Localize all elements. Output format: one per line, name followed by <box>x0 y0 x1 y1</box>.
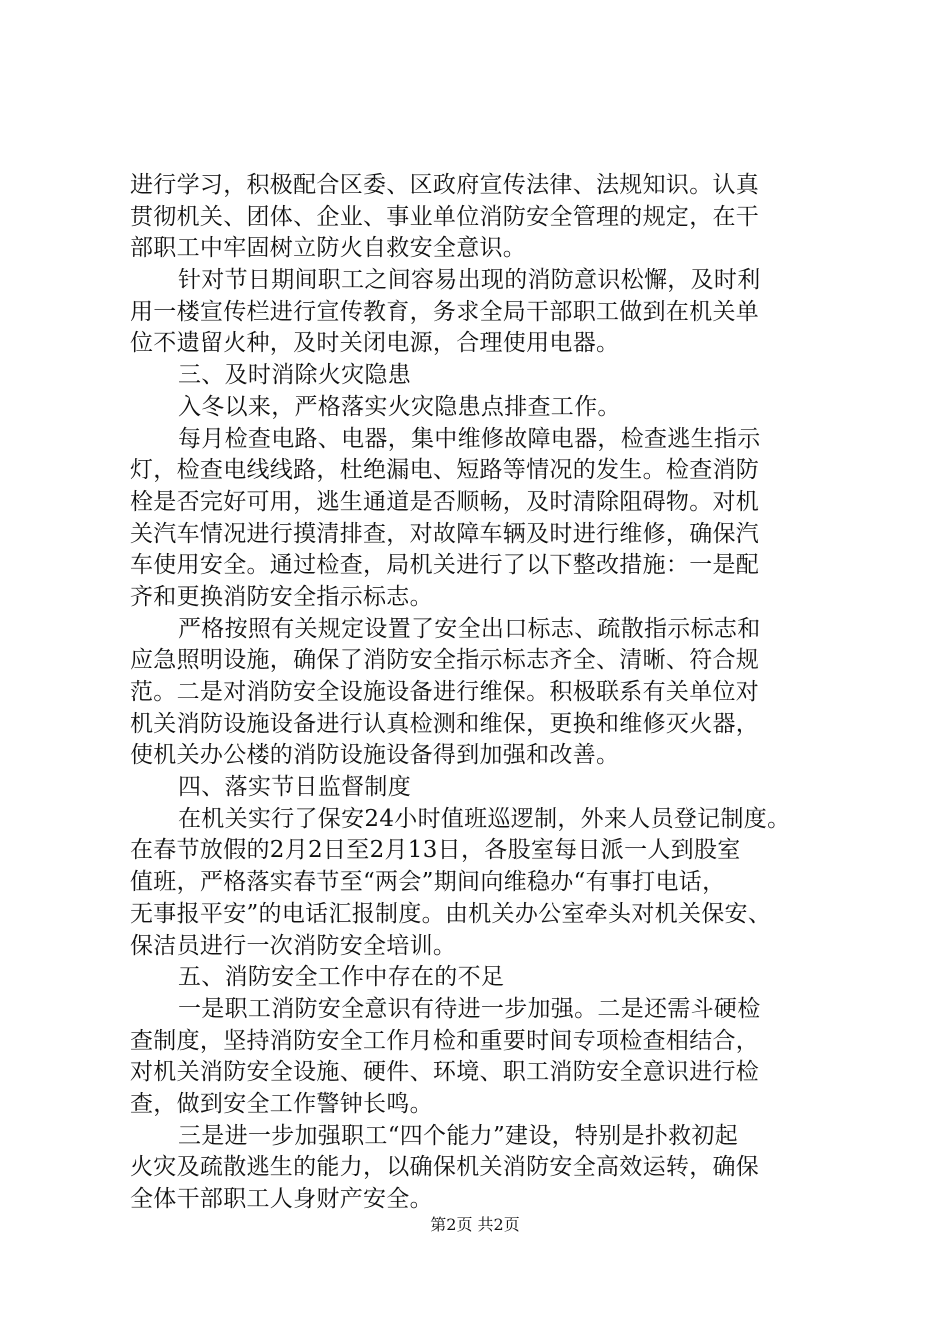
text-line: 车使用安全。通过检查，局机关进行了以下整改措施：一是配 <box>130 552 760 579</box>
text-line: 进行学习，积极配合区委、区政府宣传法律、法规知识。认真 <box>130 172 760 198</box>
text-line: 位不遗留火种，及时关闭电源，合理使用电器。 <box>130 330 620 357</box>
text-line: 用一楼宣传栏进行宣传教育，务求全局干部职工做到在机关单 <box>130 298 760 325</box>
text-line: 严格按照有关规定设置了安全出口标志、疏散指示标志和 <box>178 615 761 642</box>
text-line: 关汽车情况进行摸清排查，对故障车辆及时进行维修，确保汽 <box>130 520 760 547</box>
text-line: 栓是否完好可用，逃生通道是否顺畅，及时清除阻碍物。对机 <box>130 488 760 515</box>
text-line: 无事报平安”的电话汇报制度。由机关办公室牵头对机关保安、 <box>130 900 772 927</box>
text-line: 火灾及疏散逃生的能力，以确保机关消防安全高效运转，确保 <box>130 1154 760 1181</box>
text-line: 在春节放假的2月2日至2月13日，各股室每日派一人到股室 <box>130 837 741 864</box>
text-line: 一是职工消防安全意识有待进一步加强。二是还需斗硬检 <box>178 995 761 1022</box>
text-line: 查，做到安全工作警钟长鸣。 <box>130 1090 433 1117</box>
text-line: 灯，检查电线线路，杜绝漏电、短路等情况的发生。检查消防 <box>130 457 760 484</box>
text-line: 保洁员进行一次消防安全培训。 <box>130 932 457 959</box>
text-line: 值班，严格落实春节至“两会”期间向维稳办“有事打电话， <box>130 869 726 896</box>
text-line: 机关消防设施设备进行认真检测和维保，更换和维修灭火器， <box>130 710 760 737</box>
text-line: 五、消防安全工作中存在的不足 <box>178 964 505 991</box>
text-line: 应急照明设施，确保了消防安全指示标志齐全、清晰、符合规 <box>130 647 760 674</box>
text-line: 使机关办公楼的消防设施设备得到加强和改善。 <box>130 742 620 769</box>
text-line: 对机关消防安全设施、硬件、环境、职工消防安全意识进行检 <box>130 1059 760 1086</box>
text-line: 四、落实节日监督制度 <box>178 774 411 801</box>
text-line: 查制度，坚持消防安全工作月检和重要时间专项检查相结合， <box>130 1027 760 1054</box>
text-line: 每月检查电路、电器，集中维修故障电器，检查逃生指示 <box>178 425 761 452</box>
text-line: 全体干部职工人身财产安全。 <box>130 1186 433 1212</box>
text-line: 三、及时消除火灾隐患 <box>178 362 411 389</box>
text-line: 入冬以来，严格落实火灾隐患点排查工作。 <box>178 393 621 420</box>
text-line: 范。二是对消防安全设施设备进行维保。积极联系有关单位对 <box>130 679 760 705</box>
text-line: 贯彻机关、团体、企业、事业单位消防安全管理的规定，在干 <box>130 203 760 230</box>
page-footer: 第2页 共2页 <box>430 1215 520 1234</box>
text-line: 三是进一步加强职工“四个能力”建设，特别是扑救初起 <box>178 1122 739 1149</box>
text-line: 部职工中牢固树立防火自救安全意识。 <box>130 235 527 262</box>
document-body <box>130 170 830 1216</box>
text-line: 在机关实行了保安24小时值班巡逻制，外来人员登记制度。 <box>178 805 791 832</box>
text-line: 齐和更换消防安全指示标志。 <box>130 583 433 610</box>
text-line: 针对节日期间职工之间容易出现的消防意识松懈，及时利 <box>178 267 761 294</box>
